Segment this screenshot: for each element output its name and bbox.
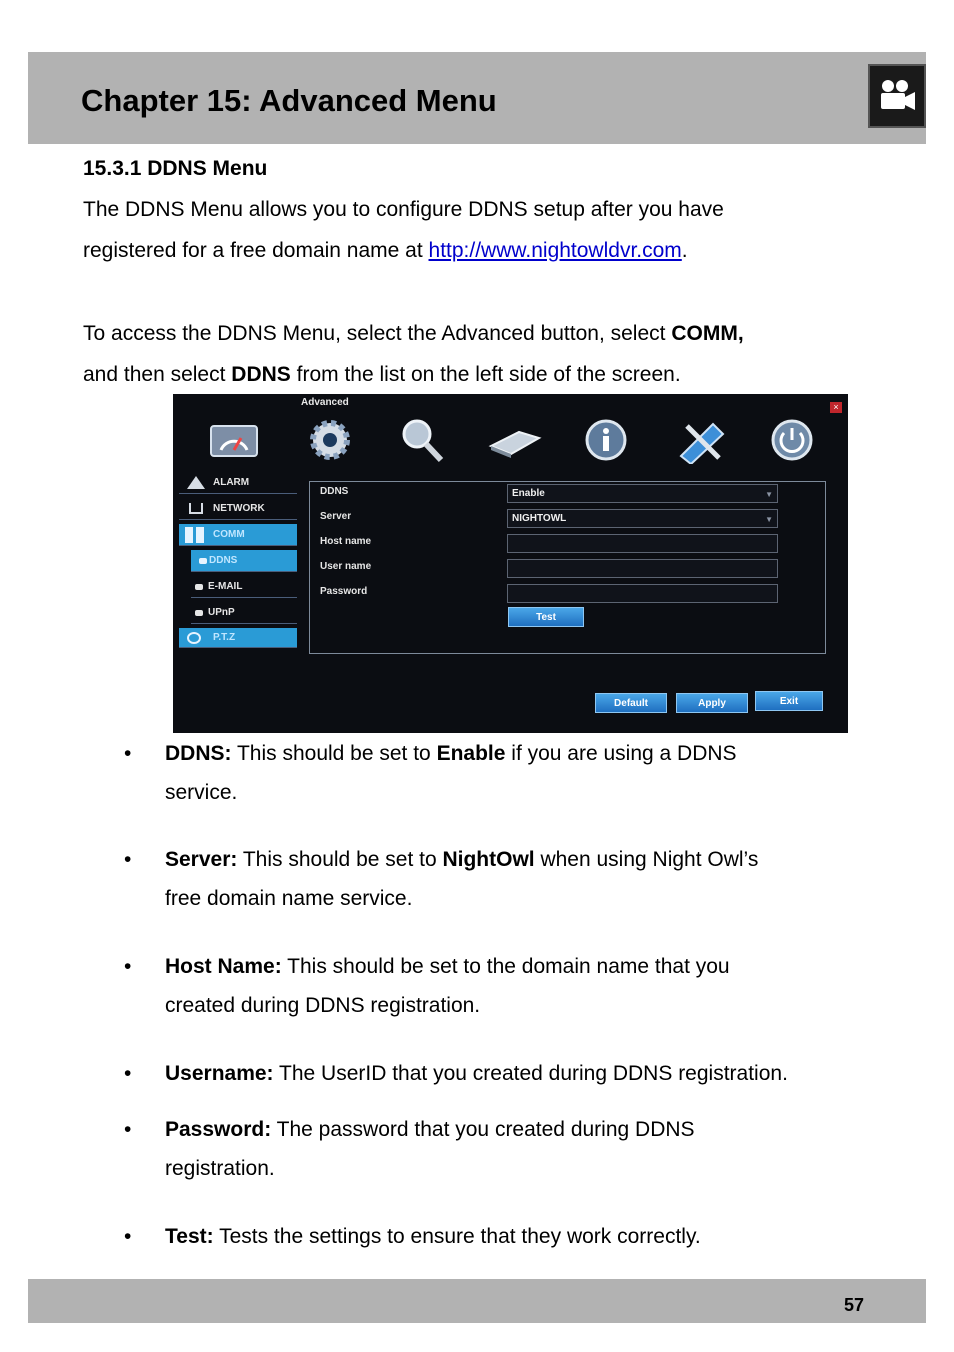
dashboard-icon[interactable] (205, 416, 263, 464)
info-icon[interactable] (577, 416, 635, 464)
chapter-title: Chapter 15: Advanced Menu (81, 83, 497, 118)
hard-disk-icon[interactable] (485, 416, 543, 464)
comm-icon (185, 527, 205, 543)
nav-ddns[interactable]: DDNS (191, 550, 297, 572)
nav-upnp[interactable]: UPnP (191, 602, 297, 624)
host-name-input[interactable] (507, 534, 778, 553)
label-server: Server (320, 511, 352, 522)
bullet-server: Server: This should be set to NightOwl when using Night Owl’s free domain name service. (165, 848, 759, 910)
video-camera-icon (868, 64, 926, 128)
nav-network[interactable]: NETWORK (179, 498, 297, 520)
chapter-header-bar (28, 52, 926, 144)
chevron-down-icon: ▼ (765, 490, 773, 499)
access-paragraph (83, 313, 883, 395)
bullet-test: Test: Tests the settings to ensure that they work correctly. (165, 1225, 701, 1248)
alarm-icon (187, 476, 205, 489)
apply-button[interactable]: Apply (676, 693, 748, 713)
bullet-marker: • (124, 955, 132, 978)
power-icon[interactable] (763, 416, 821, 464)
bullet-icon (195, 584, 203, 590)
label-password: Password (320, 586, 368, 597)
ddns-menu-screenshot (173, 394, 848, 733)
bullet-marker: • (124, 742, 132, 765)
nav-email[interactable]: E-MAIL (191, 576, 297, 598)
label-ddns: DDNS (320, 486, 349, 497)
nav-alarm[interactable]: ALARM (179, 472, 297, 494)
page-footer-bar (28, 1279, 926, 1323)
search-icon[interactable] (393, 416, 451, 464)
access-line-2: and then select DDNS from the list on the left side of the screen. (83, 363, 681, 386)
bullet-username: Username: The UserID that you created during DDNS registration. (165, 1062, 788, 1085)
test-button[interactable]: Test (508, 607, 584, 627)
bullet-marker: • (124, 1118, 132, 1141)
exit-button[interactable]: Exit (755, 691, 823, 711)
ddns-select[interactable]: Enable ▼ (507, 484, 778, 503)
label-user-name: User name (320, 561, 372, 572)
tools-icon[interactable] (673, 416, 731, 464)
ptz-icon (187, 632, 201, 644)
chevron-down-icon: ▼ (765, 515, 773, 524)
nightowl-link[interactable]: http://www.nightowldvr.com (428, 239, 682, 262)
section-heading: 15.3.1 DDNS Menu (83, 157, 268, 180)
bullet-marker: • (124, 848, 132, 871)
password-input[interactable] (507, 584, 778, 603)
bullet-password: Password: The password that you created during DDNS registration. (165, 1118, 695, 1180)
bullet-marker: • (124, 1062, 132, 1085)
default-button[interactable]: Default (595, 693, 667, 713)
gear-icon[interactable] (301, 416, 359, 464)
bullet-ddns: DDNS: This should be set to Enable if you are using a DDNS service. (165, 742, 737, 804)
intro-line-2: registered for a free domain name at http://www.nightowldvr.com. (83, 239, 688, 262)
user-name-input[interactable] (507, 559, 778, 578)
bullet-host-name: Host Name: This should be set to the domain name that you created during DDNS registration. (165, 955, 730, 1017)
label-host-name: Host name (320, 536, 372, 547)
bullet-icon (195, 610, 203, 616)
intro-paragraph (83, 189, 883, 271)
nav-ptz[interactable]: P.T.Z (179, 628, 297, 648)
close-icon[interactable]: × (830, 402, 842, 413)
intro-line-1: The DDNS Menu allows you to configure DDNS setup after you have (83, 198, 724, 221)
bullet-icon (199, 558, 207, 564)
page-number: 57 (843, 1295, 864, 1315)
window-title: Advanced (301, 397, 349, 408)
server-select[interactable]: NIGHTOWL ▼ (507, 509, 778, 528)
access-line-1: To access the DDNS Menu, select the Advanced button, select COMM, (83, 322, 744, 345)
bullet-marker: • (124, 1225, 132, 1248)
nav-comm[interactable]: COMM (179, 524, 297, 546)
network-icon (189, 503, 203, 514)
